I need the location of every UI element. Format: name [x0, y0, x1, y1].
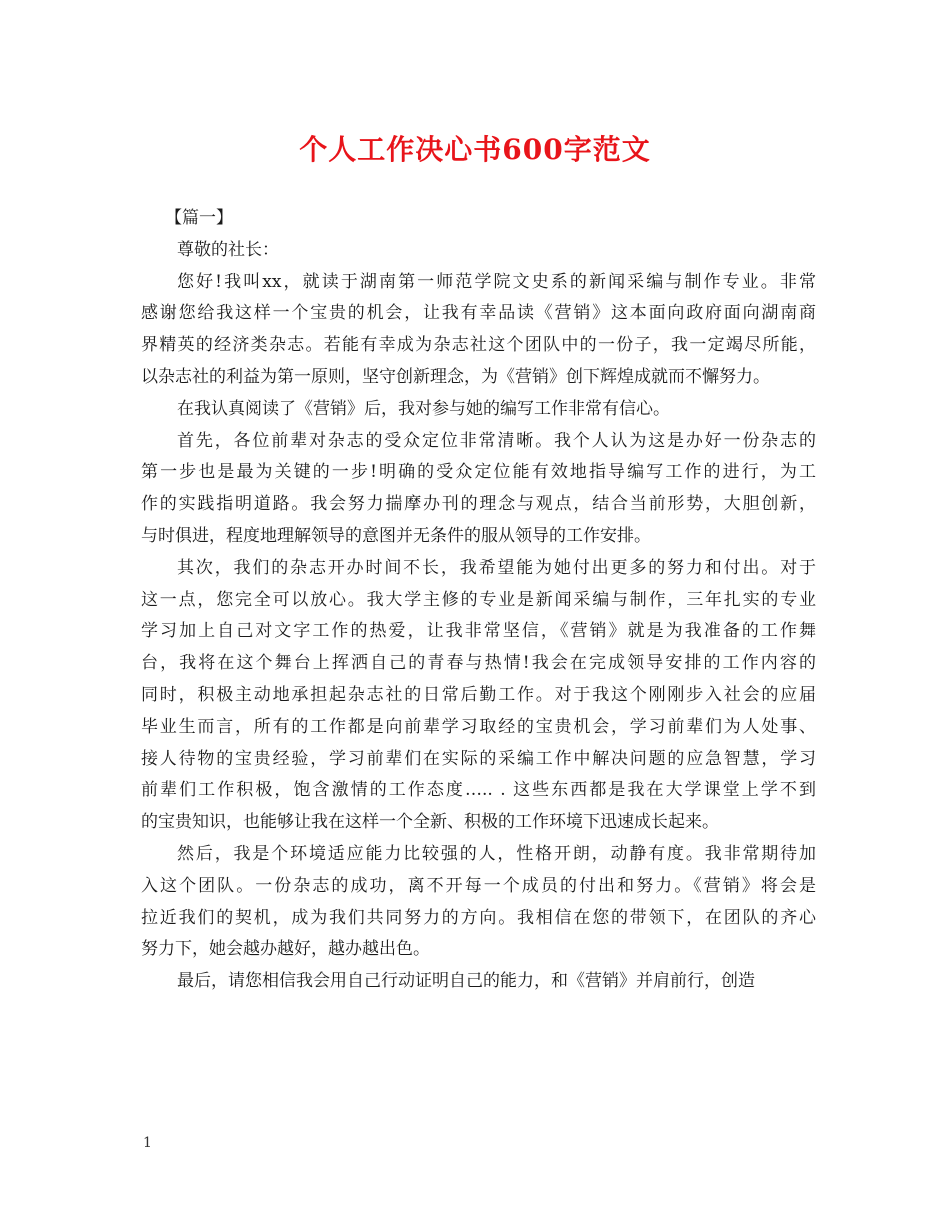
paragraph-line: 台，我将在这个舞台上挥洒自己的青春与热情!我会在完成领导安排的工作内容的 [141, 653, 816, 674]
paragraph-line: 其次，我们的杂志开办时间不长，我希望能为她付出更多的努力和付出。对于 [177, 557, 816, 578]
body-paragraph [141, 267, 816, 394]
paragraph-line: 接人待物的宝贵经验，学习前辈们在实际的采编工作中解决问题的应急智慧，学习 [141, 748, 816, 769]
paragraph-line: 您好!我叫xx，就读于湖南第一师范学院文史系的新闻采编与制作专业。非常 [177, 271, 816, 292]
body-paragraph [141, 553, 816, 839]
paragraph-line: 作的实践指明道路。我会努力揣摩办刊的理念与观点，结合当前形势，大胆创新， [141, 494, 816, 515]
paragraph-line: 感谢您给我这样一个宝贵的机会，让我有幸品读《营销》这本面向政府面向湖南商 [141, 303, 816, 324]
salutation: 尊敬的社长： [177, 239, 279, 260]
paragraph-line: 学习加上自己对文字工作的热爱，让我非常坚信，《营销》就是为我准备的工作舞 [141, 621, 816, 642]
body-paragraph [141, 839, 816, 966]
document-title: 个人工作决心书600字范文 [299, 133, 651, 166]
body-paragraph [141, 394, 816, 426]
paragraph-line: 入这个团队。一份杂志的成功，离不开每一个成员的付出和努力。《营销》将会是 [141, 875, 816, 896]
paragraph-line: 努力下，她会越办越好，越办越出色。 [141, 939, 430, 960]
paragraph-line: 毕业生而言，所有的工作都是向前辈学习取经的宝贵机会，学习前辈们为人处事、 [141, 716, 816, 737]
paragraph-line: 这一点，您完全可以放心。我大学主修的专业是新闻采编与制作，三年扎实的专业 [141, 589, 816, 610]
paragraph-line: 在我认真阅读了《营销》后，我对参与她的编写工作非常有信心。 [177, 398, 670, 419]
paragraph-line: 拉近我们的契机，成为我们共同努力的方向。我相信在您的带领下，在团队的齐心 [141, 907, 816, 928]
section-heading: 【篇一】 [165, 208, 233, 228]
body-paragraph [141, 426, 816, 553]
paragraph-line: 第一步也是最为关键的一步!明确的受众定位能有效地指导编写工作的进行，为工 [141, 462, 816, 483]
paragraph-line: 以杂志社的利益为第一原则，坚守创新理念，为《营销》创下辉煌成就而不懈努力。 [141, 366, 770, 387]
document-body [141, 203, 816, 998]
paragraph-line: 的宝贵知识，也能够让我在这样一个全新、积极的工作环境下迅速成长起来。 [141, 812, 719, 833]
paragraph-line: 首先，各位前辈对杂志的受众定位非常清晰。我个人认为这是办好一份杂志的 [177, 430, 816, 451]
paragraph-line: 最后，请您相信我会用自己行动证明自己的能力，和《营销》并肩前行，创造 [177, 971, 755, 992]
paragraph-line: 与时俱进，程度地理解领导的意图并无条件的服从领导的工作安排。 [141, 525, 651, 546]
paragraph-line: 界精英的经济类杂志。若能有幸成为杂志社这个团队中的一份子，我一定竭尽所能， [141, 335, 816, 356]
paragraph-list [141, 267, 816, 998]
body-paragraph [141, 966, 816, 998]
page-number: 1 [143, 1135, 152, 1151]
paragraph-line: 同时，积极主动地承担起杂志社的日常后勤工作。对于我这个刚刚步入社会的应届 [141, 684, 816, 705]
paragraph-line: 前辈们工作积极，饱含激情的工作态度….. . 这些东西都是我在大学课堂上学不到 [141, 780, 816, 801]
paragraph-line: 然后，我是个环境适应能力比较强的人，性格开朗，动静有度。我非常期待加 [177, 843, 816, 864]
